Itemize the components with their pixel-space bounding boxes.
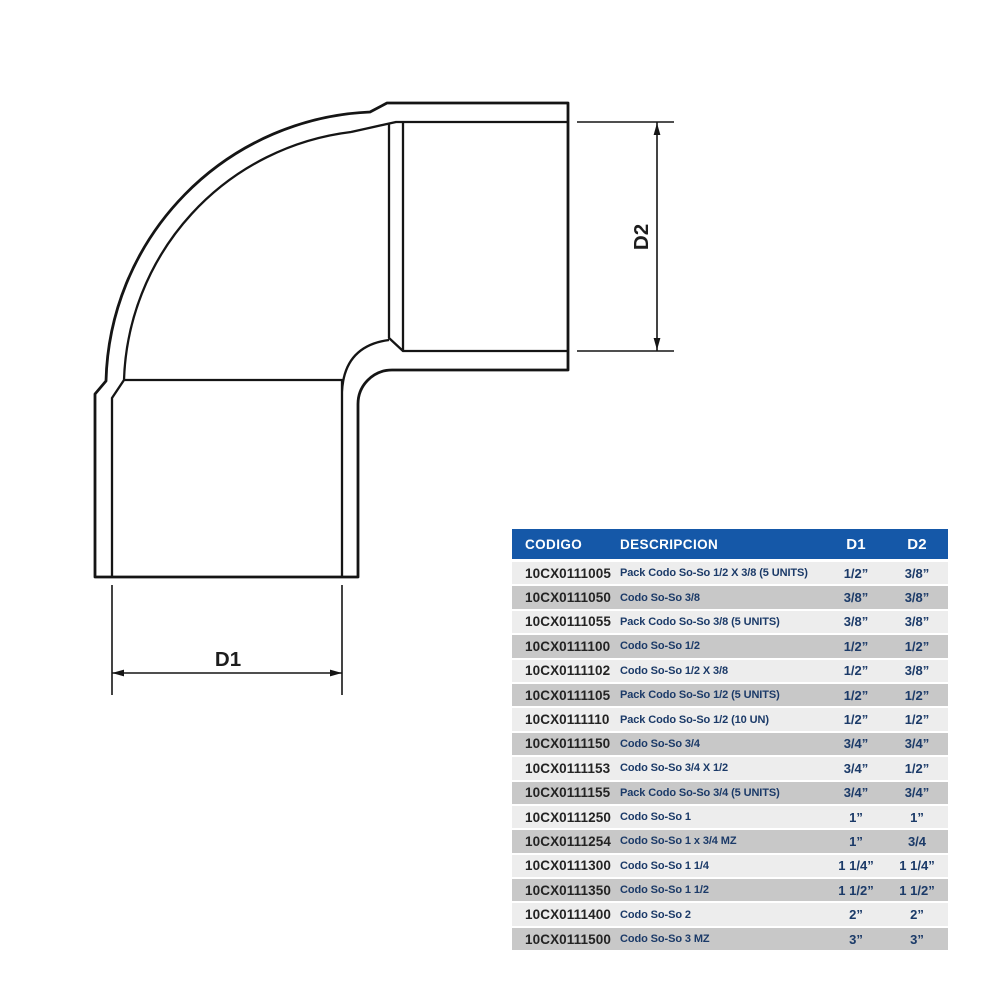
row-d1: 1” [849,809,863,825]
row-description: Pack Codo So-So 3/8 (5 UNITS) [620,615,780,628]
header-d2: D2 [907,535,927,553]
row-d2: 3/8” [904,614,930,630]
row-description: Codo So-So 1 x 3/4 MZ [620,835,737,848]
row-description: Codo So-So 3/8 [620,591,700,604]
row-d1: 1 1/2” [838,882,874,898]
d1-label: D1 [214,648,242,671]
row-d1: 3” [849,931,863,947]
table-row [512,562,948,586]
row-code: 10CX0111110 [525,712,610,728]
row-d2: 3/4” [904,736,930,752]
row-description: Pack Codo So-So 3/4 (5 UNITS) [620,786,780,799]
d2-arrow-bottom-icon [654,338,661,350]
table-row [512,660,948,684]
row-description: Codo So-So 1 1/2 [620,884,709,897]
row-d1: 1/2” [843,712,869,728]
row-d2: 3/4” [904,785,930,801]
row-description: Codo So-So 3/4 X 1/2 [620,762,729,775]
row-description: Codo So-So 1/2 X 3/8 [620,664,729,677]
row-code: 10CX0111250 [525,809,611,825]
row-code: 10CX0111300 [525,858,611,874]
row-description: Codo So-So 3/4 [620,737,700,750]
row-d2: 1/2” [904,760,930,776]
row-code: 10CX0111102 [525,663,611,679]
dimension-d1 [112,585,342,695]
d1-arrow-right-icon [330,670,342,677]
row-code: 10CX0111005 [525,565,611,581]
row-d1: 3/4” [843,785,869,801]
table-row [512,782,948,806]
row-description: Codo So-So 1/2 [620,640,700,653]
row-d1: 1” [849,833,863,849]
table-row [512,855,948,879]
d1-arrow-left-icon [112,670,124,677]
row-d2: 1 1/4” [899,858,935,874]
row-d2: 1/2” [904,712,930,728]
table-header-row [512,529,948,559]
d1-extension-lines [112,585,342,695]
d2-arrow-top-icon [654,123,661,135]
row-description: Codo So-So 1 1/4 [620,859,709,872]
table-row [512,733,948,757]
header-descripcion: DESCRIPCION [620,536,719,552]
table-row [512,879,948,903]
row-code: 10CX0111155 [525,785,611,801]
row-d1: 2” [849,907,863,923]
row-d1: 1/2” [843,663,869,679]
row-d2: 1” [910,809,924,825]
row-d2: 3/4 [907,833,927,849]
table-row [512,611,948,635]
spec-table [512,529,948,952]
row-d1: 1/2” [843,638,869,654]
row-d1: 1/2” [843,687,869,703]
row-code: 10CX0111350 [525,882,611,898]
row-d1: 1/2” [843,565,869,581]
table-row [512,708,948,732]
row-d1: 3/8” [843,614,869,630]
table-row [512,635,948,659]
row-d1: 1 1/4” [838,858,874,874]
row-d2: 1/2” [904,687,930,703]
d2-extension-lines [577,122,674,351]
row-d1: 3/4” [843,760,869,776]
table-row [512,903,948,927]
row-code: 10CX0111105 [525,687,611,703]
table-row [512,684,948,708]
table-row [512,586,948,610]
row-code: 10CX0111050 [525,590,611,606]
table-row [512,757,948,781]
elbow-outer-profile [95,103,568,577]
row-code: 10CX0111150 [525,736,611,752]
row-d2: 3/8” [904,663,930,679]
row-code: 10CX0111400 [525,907,611,923]
row-description: Codo So-So 1 [620,811,691,824]
row-description: Codo So-So 2 [620,908,691,921]
d2-label: D2 [630,223,653,251]
row-description: Pack Codo So-So 1/2 X 3/8 (5 UNITS) [620,567,808,580]
header-codigo: CODIGO [525,536,583,552]
row-code: 10CX0111254 [525,833,611,849]
row-code: 10CX0111500 [525,931,611,947]
row-code: 10CX0111055 [525,614,611,630]
row-code: 10CX0111153 [525,760,611,776]
dimension-d2 [577,122,674,351]
row-d1: 3/8” [843,590,869,606]
row-description: Codo So-So 3 MZ [620,933,710,946]
table-body [512,562,948,952]
header-d1: D1 [846,535,866,553]
table-row [512,830,948,854]
row-description: Pack Codo So-So 1/2 (10 UN) [620,713,769,726]
row-d1: 3/4” [843,736,869,752]
row-description: Pack Codo So-So 1/2 (5 UNITS) [620,689,780,702]
row-d2: 3/8” [904,590,930,606]
row-d2: 3” [910,931,924,947]
row-d2: 1 1/2” [899,882,935,898]
table-row [512,928,948,952]
table-row [512,806,948,830]
row-d2: 2” [910,907,924,923]
row-code: 10CX0111100 [525,638,611,654]
row-d2: 3/8” [904,565,930,581]
row-d2: 1/2” [904,638,930,654]
